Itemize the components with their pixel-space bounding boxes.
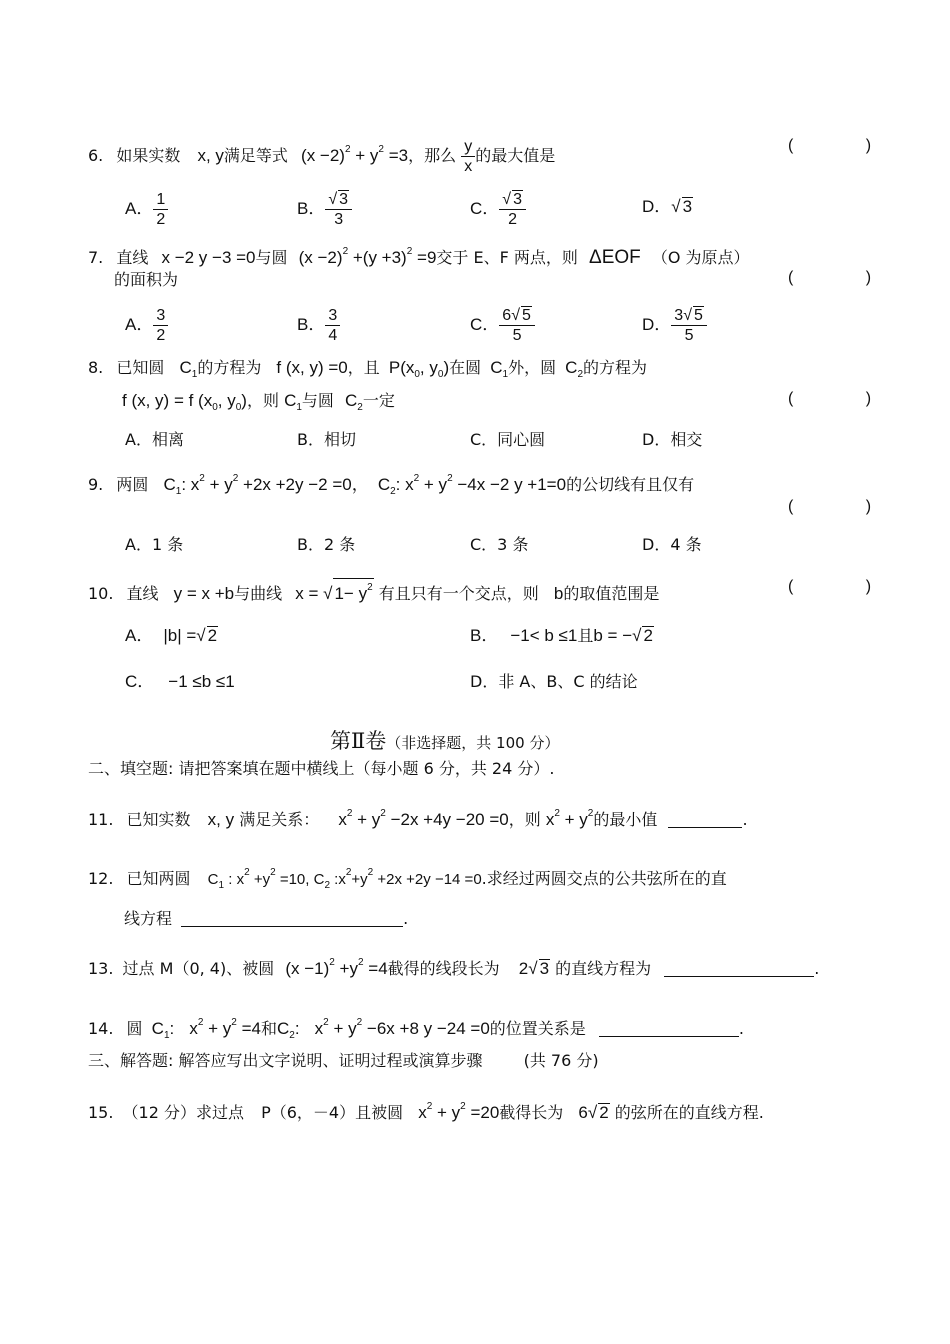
q10-option-b: B． −1< b ≤1且b = −√ 2	[470, 626, 653, 645]
question-7-stem: 7. 直线 x −2 y −3 =0与圆 $(x -2)^2 +(y +3)^2 =9$交于 E、F 两点，则 ΔEOF （O 为原点）	[88, 246, 750, 268]
q10-answer-parens: ( )	[788, 578, 906, 595]
q13-answer-blank[interactable]	[664, 960, 814, 977]
q6-fraction: $\frac{y}{x}$	[461, 137, 475, 176]
q7-option-c: C． $\frac{6√ 5}{5}$	[470, 306, 535, 345]
q6-option-b: B． $\frac{√ 3}{3}$	[297, 190, 352, 229]
question-14: 14. 圆 $C_1$: $x^2 + y^2 =4$和$C_2$: $x^2 + y^2 -6x +8$ y −24 =0的位置关系是 .	[88, 1017, 744, 1041]
question-15: 15. （12 分）求过点 P（6，－4）且被圆 $x^2 + y^2 =20$截得长为 6√ 2 的弦所在的直线方程.	[88, 1101, 764, 1122]
q9-option-d: D．4 条	[642, 535, 702, 554]
section-3-instructions: 三、解答题: 解答应写出文字说明、证明过程或演算步骤 (共 76 分)	[88, 1051, 599, 1070]
q6-option-c: C． $\frac{√ 3}{2}$	[470, 190, 526, 229]
question-8-line2: f (x, y) = f ($x_0$, $y_0$)，则 $C_1$与圆 $C_2$一定	[122, 391, 395, 413]
question-10-stem: 10. 直线 y = x +b与曲线 x = √ $1- y^2$ 有且只有一个交点，则 b的取值范围是	[88, 578, 659, 605]
question-9-stem: 9. 两圆 $C_1$: $x^2 + y^2 +2x +2y -2 =0$， $C_2$: $x^2 + y^2 -4x -2$ y +1=0的公切线有且仅有	[88, 473, 695, 497]
q9-option-a: A．1 条	[125, 535, 184, 554]
q8-option-c: C．同心圆	[470, 430, 546, 449]
question-11: 11. 已知实数 x, y 满足关系： $x^2 + y^2 -2x +4y -20 =0$，则 $x^2 + y^2$的最小值 .	[88, 808, 748, 829]
q6-option-a: A． $\frac{1}{2}$	[125, 190, 168, 229]
q9-option-c: C．3 条	[470, 535, 529, 554]
q14-answer-blank[interactable]	[599, 1020, 739, 1037]
q10-option-a: A． |b| =√ 2	[125, 626, 218, 645]
question-12: 12. 已知两圆 $C_1$ : $x^2 +y^2 =10$, $C_2$ $:x^2+y^2 +2x +2y -14 =0$.求经过两圆交点的公共弦所在的直	[88, 867, 727, 891]
question-8-stem: 8. 已知圆 $C_1$的方程为 f (x, y) =0，且 $P(x_0$, $y_0$)在圆 $C_1$外，圆 $C_2$的方程为	[88, 358, 648, 380]
q6-option-d: D．√ 3	[642, 197, 693, 216]
q9-option-b: B．2 条	[297, 535, 356, 554]
q9-answer-parens: ( )	[788, 498, 906, 515]
q7-answer-parens: ( )	[788, 269, 906, 286]
q6-equation: $(x -2)^2 + y^2 =3$	[301, 144, 409, 165]
q7-option-a: A． $\frac{3}{2}$	[125, 306, 168, 345]
question-13: 13. 过点 M（0, 4)、被圆 $(x -1)^2 +y^2 =4$截得的线段长为 2√ 3 的直线方程为 .	[88, 957, 820, 978]
section-2-instructions: 二、填空题: 请把答案填在题中横线上（每小题 6 分，共 24 分）.	[88, 759, 555, 778]
q8-option-a: A．相离	[125, 430, 184, 449]
q7-option-b: B． $\frac{3}{4}$	[297, 306, 340, 345]
q7-option-d: D． $\frac{3√ 5}{5}$	[642, 306, 707, 345]
q12-answer-blank[interactable]	[181, 910, 403, 927]
question-6-stem: 6. 如果实数 x, y满足等式 $(x -2)^2 + y^2 =3$，那么 $\frac{y}{x}$ 的最大值是	[88, 138, 556, 175]
question-7-line2: 的面积为	[114, 270, 179, 289]
q8-option-d: D．相交	[642, 430, 703, 449]
q10-option-d: D．非 A、B、C 的结论	[470, 672, 638, 691]
q8-answer-parens: ( )	[788, 390, 906, 407]
q10-option-c: C． −1 ≤b ≤1	[125, 672, 235, 691]
q11-answer-blank[interactable]	[668, 811, 742, 828]
section-2-heading: 第Ⅱ卷（非选择题，共 100 分）	[330, 729, 560, 753]
q8-option-b: B．相切	[297, 430, 356, 449]
question-12-line2: 线方程 .	[124, 909, 409, 928]
q6-answer-parens: ( )	[788, 137, 906, 154]
